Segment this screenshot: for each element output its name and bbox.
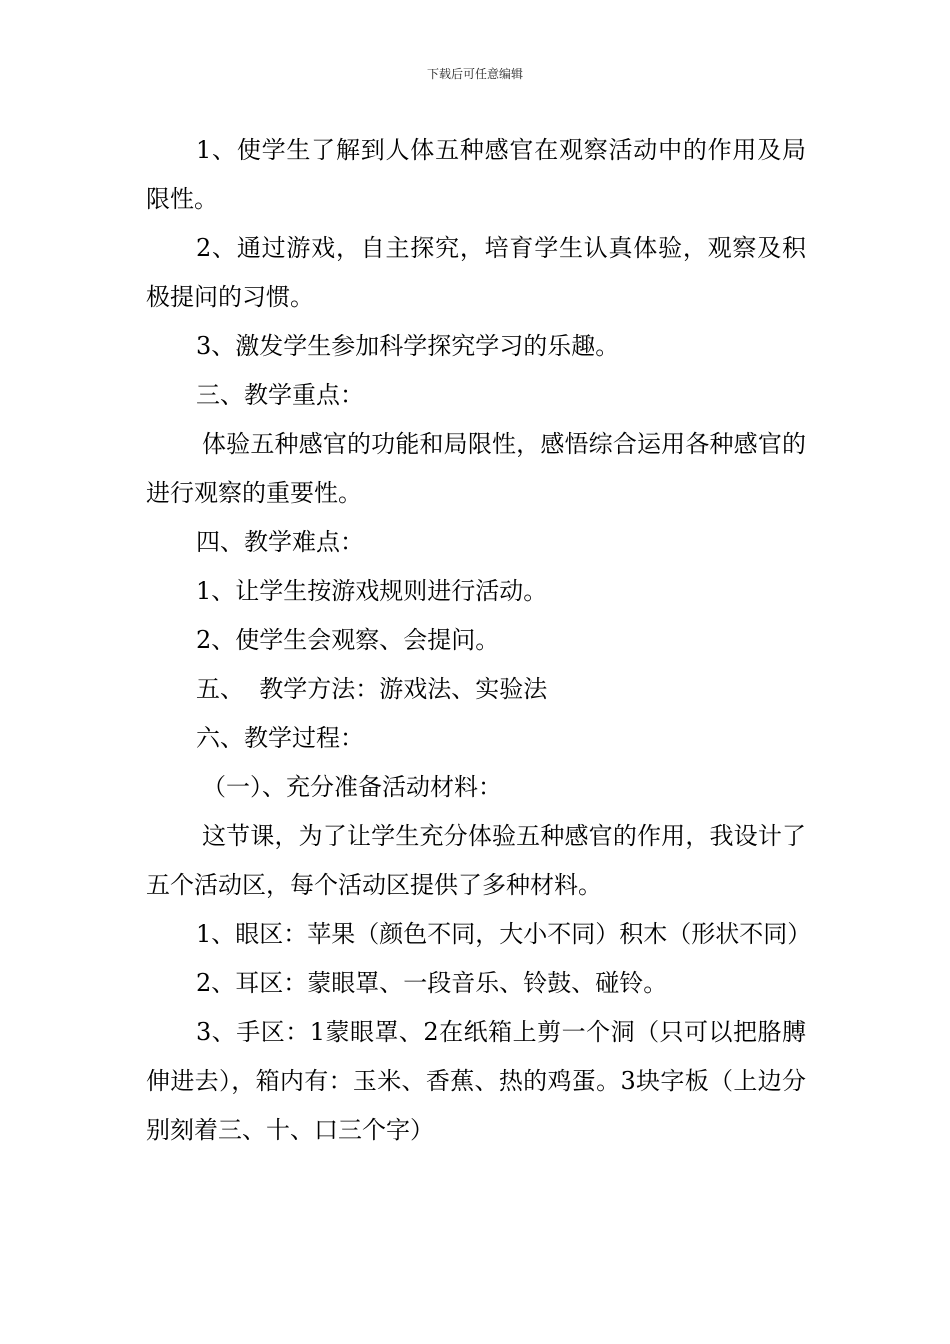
area-eye: 1、眼区：苹果（颜色不同，大小不同）积木（形状不同） bbox=[196, 920, 812, 948]
area-hand: 3、手区：1蒙眼罩、2在纸箱上剪一个洞（只可以把胳膊伸进去），箱内有：玉米、香蕉、热的鸡蛋。3块字板（上边分别刻着三、十、口三个字） bbox=[146, 1018, 806, 1144]
objective-1: 1、使学生了解到人体五种感官在观察活动中的作用及局限性。 bbox=[146, 136, 806, 213]
subsection-heading-materials: （一）、充分准备活动材料： bbox=[202, 773, 502, 801]
section-heading-process: 六、教学过程： bbox=[196, 724, 364, 752]
page-header-note: 下载后可任意编辑 bbox=[426, 67, 523, 81]
document-body bbox=[146, 126, 812, 1155]
key-points-text: 体验五种感官的功能和局限性，感悟综合运用各种感官的进行观察的重要性。 bbox=[146, 430, 806, 507]
area-ear: 2、耳区：蒙眼罩、一段音乐、铃鼓、碰铃。 bbox=[196, 969, 668, 997]
materials-intro: 这节课，为了让学生充分体验五种感官的作用，我设计了五个活动区，每个活动区提供了多种材料。 bbox=[146, 822, 806, 899]
section-heading-key-points: 三、教学重点： bbox=[196, 381, 364, 409]
section-heading-methods: 五、 教学方法：游戏法、实验法 bbox=[196, 675, 548, 703]
difficulty-1: 1、让学生按游戏规则进行活动。 bbox=[196, 577, 548, 605]
section-heading-difficulties: 四、教学难点： bbox=[196, 528, 364, 556]
objective-2: 2、通过游戏，自主探究，培育学生认真体验，观察及积极提问的习惯。 bbox=[146, 234, 806, 311]
difficulty-2: 2、使学生会观察、会提问。 bbox=[196, 626, 500, 654]
objective-3: 3、激发学生参加科学探究学习的乐趣。 bbox=[196, 332, 620, 360]
